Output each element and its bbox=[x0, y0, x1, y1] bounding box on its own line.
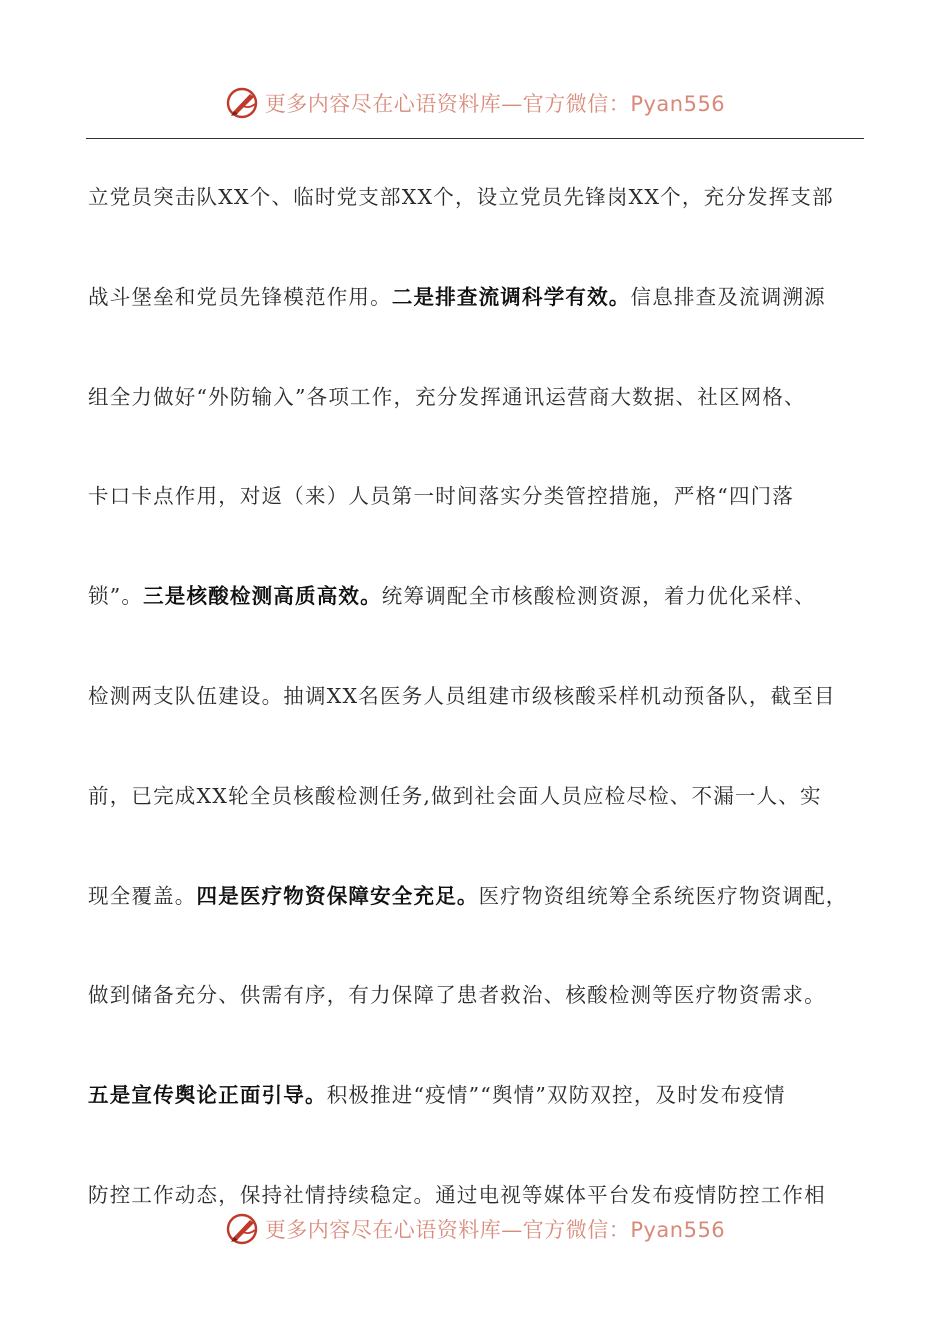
pen-quill-icon bbox=[225, 85, 261, 121]
text-segment: 检测两支队伍建设。抽调XX名医务人员组建市级核酸采样机动预备队，截至目 bbox=[88, 683, 836, 708]
text-segment: 防控工作动态，保持社情持续稳定。通过电视等媒体平台发布疫情防控工作相 bbox=[88, 1182, 826, 1207]
wechat-id: Pyan556 bbox=[630, 92, 726, 116]
text-line bbox=[88, 348, 860, 448]
wechat-id: Pyan556 bbox=[630, 1218, 726, 1242]
text-segment: 战斗堡垒和党员先锋模范作用。 bbox=[88, 284, 392, 309]
text-line bbox=[88, 547, 860, 647]
text-line bbox=[88, 148, 860, 248]
text-segment: 立党员突击队XX个、临时党支部XX个，设立党员先锋岗XX个，充分发挥支部 bbox=[88, 185, 834, 209]
text-segment: 积极推进“疫情”“舆情”双防双控，及时发布疫情 bbox=[326, 1083, 786, 1108]
text-line bbox=[88, 847, 860, 947]
document-body bbox=[88, 148, 860, 1246]
text-line bbox=[88, 248, 860, 348]
bold-heading-segment: 三是核酸检测高质高效。 bbox=[143, 584, 382, 609]
text-segment: 统筹调配全市核酸检测资源，着力优化采样、 bbox=[381, 584, 816, 609]
text-segment: 信息排查及流调溯源 bbox=[630, 284, 826, 309]
text-segment: 组全力做好“外防输入”各项工作，充分发挥通讯运营商大数据、社区网格、 bbox=[88, 384, 806, 409]
text-line bbox=[88, 647, 860, 747]
header-divider bbox=[86, 138, 864, 139]
text-line bbox=[88, 1046, 860, 1146]
text-segment: 前，已完成XX轮全员核酸检测任务,做到社会面人员应检尽检、不漏一人、实 bbox=[88, 783, 822, 808]
bold-heading-segment: 四是医疗物资保障安全充足。 bbox=[196, 883, 479, 908]
text-line bbox=[88, 447, 860, 547]
header-banner-text: 更多内容尽在心语资料库—官方微信：Pyan556 bbox=[264, 92, 726, 116]
footer-banner-text: 更多内容尽在心语资料库—官方微信：Pyan556 bbox=[264, 1218, 726, 1242]
text-segment: 做到储备充分、供需有序，有力保障了患者救治、核酸检测等医疗物资需求。 bbox=[88, 983, 826, 1008]
pen-quill-icon bbox=[225, 1211, 261, 1247]
bold-heading-segment: 五是宣传舆论正面引导。 bbox=[88, 1083, 327, 1108]
text-segment: 锁”。 bbox=[88, 584, 144, 609]
header-banner bbox=[0, 78, 950, 128]
text-line bbox=[88, 747, 860, 847]
footer-banner bbox=[0, 1204, 950, 1254]
text-segment: 现全覆盖。 bbox=[88, 883, 197, 908]
text-segment: 医疗物资组统筹全系统医疗物资调配， bbox=[478, 883, 848, 908]
text-line bbox=[88, 946, 860, 1046]
bold-heading-segment: 二是排查流调科学有效。 bbox=[391, 284, 631, 309]
text-segment: 卡口卡点作用，对返（来）人员第一时间落实分类管控措施，严格“四门落 bbox=[88, 484, 795, 509]
